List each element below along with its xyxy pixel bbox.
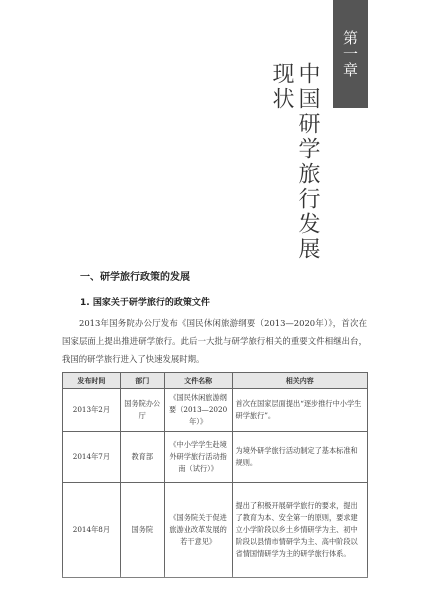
table-row bbox=[63, 483, 368, 578]
table-row bbox=[63, 389, 368, 432]
policy-table bbox=[62, 372, 368, 578]
cell-doc: 《中小学学生赴境外研学旅行活动指南（试行）》 bbox=[164, 432, 232, 483]
chapter-title-line-2: 现状 bbox=[269, 62, 294, 112]
cell-content: 提出了积极开展研学旅行的要求，提出了教育为本、安全第一的原则，要求建立小学阶段以乡土乡情研学为主、初中阶段以县情市情研学为主、高中阶段以省情国情研学为主的研学旅行体系。 bbox=[232, 483, 368, 578]
header-date: 发布时间 bbox=[63, 373, 121, 389]
cell-doc: 《国民休闲旅游纲要（2013—2020年）》 bbox=[164, 389, 232, 432]
header-content: 相关内容 bbox=[232, 373, 368, 389]
chapter-title-line-1: 中国研学旅行发展 bbox=[295, 62, 320, 262]
cell-dept: 国务院 bbox=[120, 483, 164, 578]
cell-doc: 《国务院关于促进旅游业改革发展的若干意见》 bbox=[164, 483, 232, 578]
cell-dept: 国务院办公厅 bbox=[120, 389, 164, 432]
cell-date: 2014年8月 bbox=[63, 483, 121, 578]
chapter-title bbox=[270, 62, 318, 262]
header-doc: 文件名称 bbox=[164, 373, 232, 389]
table-row bbox=[63, 432, 368, 483]
table-header-row bbox=[63, 373, 368, 389]
page-bottom-fade bbox=[0, 570, 421, 600]
cell-date: 2013年2月 bbox=[63, 389, 121, 432]
cell-date: 2014年7月 bbox=[63, 432, 121, 483]
cell-content: 为境外研学旅行活动制定了基本标准和规则。 bbox=[232, 432, 368, 483]
section-heading: 一、研学旅行政策的发展 bbox=[80, 272, 190, 283]
cell-dept: 教育部 bbox=[120, 432, 164, 483]
sub-heading: 1. 国家关于研学旅行的政策文件 bbox=[80, 298, 210, 308]
body-paragraph: 2013年国务院办公厅发布《国民休闲旅游纲要（2013—2020年）》，首次在国家层面上提出推进研学旅行。此后一大批与研学旅行相关的重要文件相继出台，我国的研学旅行进入了快速发展时期。 bbox=[62, 318, 367, 364]
header-dept: 部门 bbox=[120, 373, 164, 389]
cell-content: 首次在国家层面提出“逐步推行中小学生研学旅行”。 bbox=[232, 389, 368, 432]
chapter-tab: 第一章 bbox=[333, 0, 368, 108]
